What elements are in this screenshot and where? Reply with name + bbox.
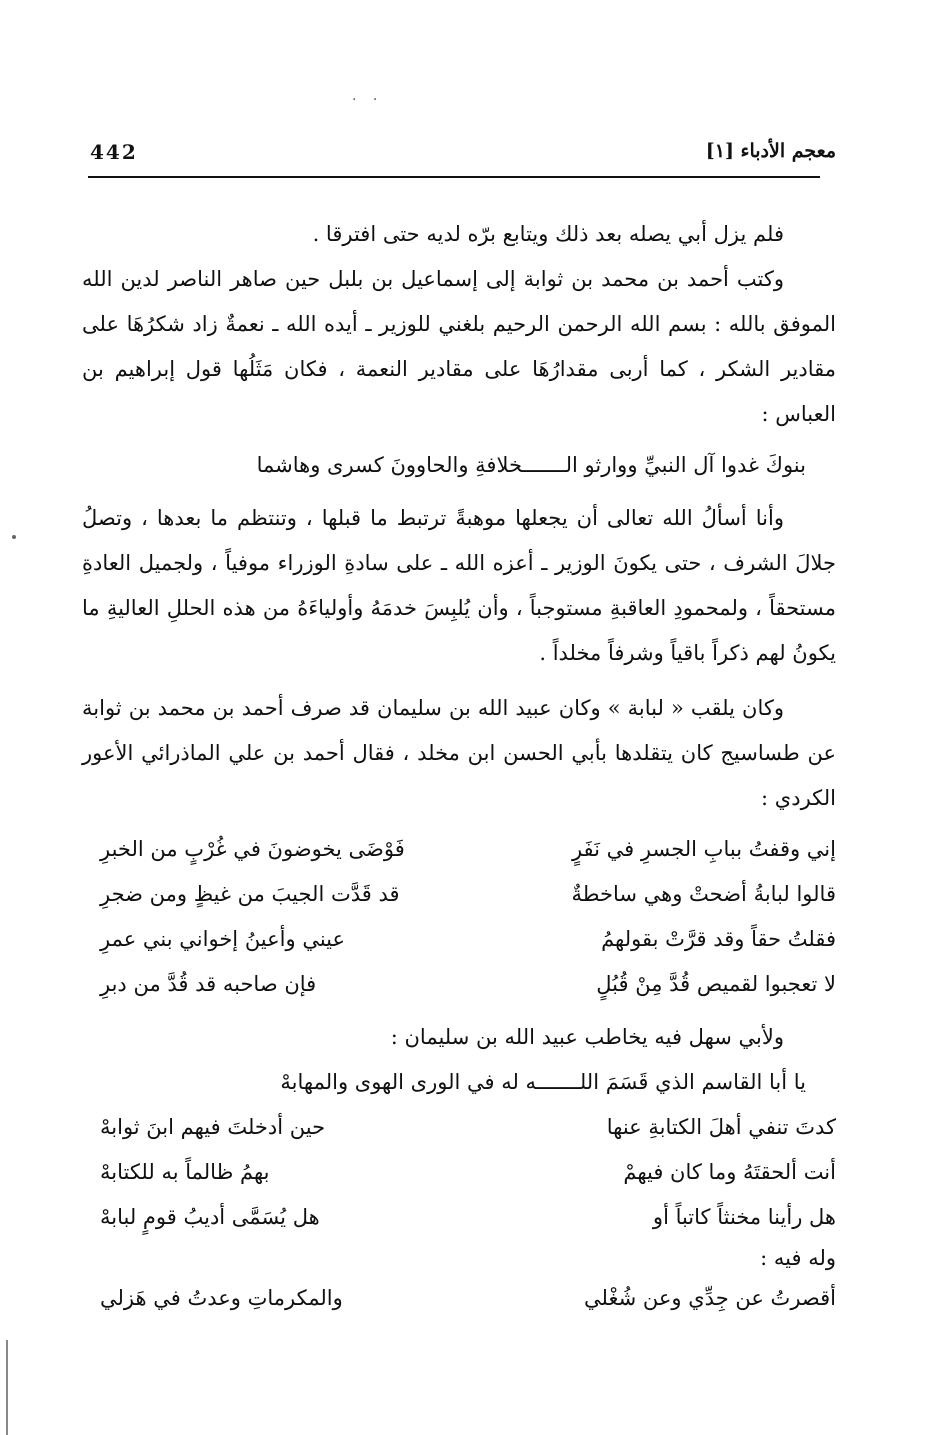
poem-1	[82, 827, 836, 1007]
poem-line	[100, 1105, 836, 1150]
hemistich-first: أنت ألحقتَهُ وما كان فيهمْ	[623, 1160, 836, 1184]
hemistich-second: قد قَدَّت الجيبَ من غيظٍ ومن ضجرِ	[100, 882, 400, 906]
poem-2	[82, 1060, 836, 1240]
margin-mark	[12, 535, 16, 539]
poem-line	[100, 1150, 836, 1195]
hemistich-second: بهمُ ظالماً به للكتابهْ	[100, 1160, 270, 1184]
paragraph-3: وأنا أسألُ الله تعالى أن يجعلها موهبةً ترتبط ما قبلها ، وتنتظم ما بعدها ، وتصلُ جلالَ الشرف ، حتى يكونَ الوزير ـ أعزه الله ـ على سادةِ الوزراء موفياً ، ولجميل العادةِ مستحقاً ، ولمحمودِ العاقبةِ مستوجباً ، وأن يُلبِسَ خدمَهُ وأولياءَهُ من هذه الحللِ العاليةِ ما يكونُ لهم ذكراً باقياً وشرفاً مخلداً .	[82, 506, 836, 665]
hemistich-first: إني وقفتُ ببابِ الجسرِ في نَفَرٍ	[571, 837, 836, 861]
poem-3	[82, 1276, 836, 1321]
hemistich-first: لا تعجبوا لقميص قُدَّ مِنْ قُبُلٍ	[596, 972, 836, 996]
hemistich-first: كدتَ تنفي أهلَ الكتابةِ عنها	[606, 1115, 836, 1139]
poem-line	[100, 917, 836, 962]
paragraph-1: فلم يزل أبي يصله بعد ذلك ويتابع برّه لديه حتى افترقا .	[312, 222, 784, 246]
hemistich-second: عيني وأعينُ إخواني بني عمرِ	[100, 927, 346, 951]
page-number: 442	[90, 140, 138, 164]
hemistich-first: أقصرتُ عن جِدِّي وعن شُغْلي	[584, 1286, 836, 1310]
poem-line	[100, 962, 836, 1007]
hemistich-second: هل يُسَمَّى أديبُ قومٍ لبابهْ	[100, 1205, 320, 1229]
hemistich-second: فَوْضَى يخوضونَ في غُرْبٍ من الخبرِ	[100, 837, 405, 861]
page-body	[82, 212, 836, 1321]
scan-dots: · ·	[352, 92, 384, 108]
poem-line	[100, 872, 836, 917]
margin-bar	[6, 1340, 8, 1435]
hemistich-first: قالوا لبابةُ أضحتْ وهي ساخطةٌ	[571, 882, 836, 906]
hemistich-second: والمكرماتِ وعدتُ في هَزلي	[100, 1286, 343, 1310]
paragraph-2: وكتب أحمد بن محمد بن ثوابة إلى إسماعيل بن بلبل حين صاهر الناصر لدين الله الموفق بالله : بسم الله الرحمن الرحيم بلغني للوزير ـ أيده الله ـ نعمةٌ زاد شكرُهَا على مقادير الشكر ، كما أربى مقدارُهَا على مقادير النعمة ، فكان مَثَلُها قول إبراهيم بن العباس :	[82, 267, 836, 426]
paragraph-6: وله فيه :	[760, 1246, 836, 1270]
verse-line: يا أبا القاسم الذي قَسَمَ اللـــــــه له في الورى الهوى والمهابهْ	[280, 1070, 806, 1094]
poem-line	[100, 1195, 836, 1240]
hemistich-first: هل رأينا مخنثاً كاتباً أو	[652, 1205, 836, 1229]
poem-line	[100, 1276, 836, 1321]
hemistich-first: فقلتُ حقاً وقد قرَّتْ بقولهمُ	[601, 927, 836, 951]
poem-line	[100, 827, 836, 872]
poem-line-full	[100, 1060, 836, 1105]
verse-single-1	[82, 443, 836, 488]
header-rule	[88, 176, 820, 178]
verse-line: بنوكَ غدوا آل النبيِّ ووارثو الـــــــخلافةِ والحاوونَ كسرى وهاشما	[256, 453, 806, 477]
paragraph-5: ولأبي سهل فيه يخاطب عبيد الله بن سليمان :	[390, 1025, 784, 1049]
hemistich-second: فإن صاحبه قد قُدَّ من دبرِ	[100, 972, 317, 996]
running-header-title: معجم الأدباء [١]	[705, 140, 836, 162]
paragraph-4: وكان يلقب « لبابة » وكان عبيد الله بن سليمان قد صرف أحمد بن محمد بن ثوابة عن طساسيج كان يتقلدها بأبي الحسن ابن مخلد ، فقال أحمد بن علي الماذرائي الأعور الكردي :	[82, 696, 836, 810]
hemistich-second: حين أدخلتَ فيهم ابنَ ثوابهْ	[100, 1115, 326, 1139]
